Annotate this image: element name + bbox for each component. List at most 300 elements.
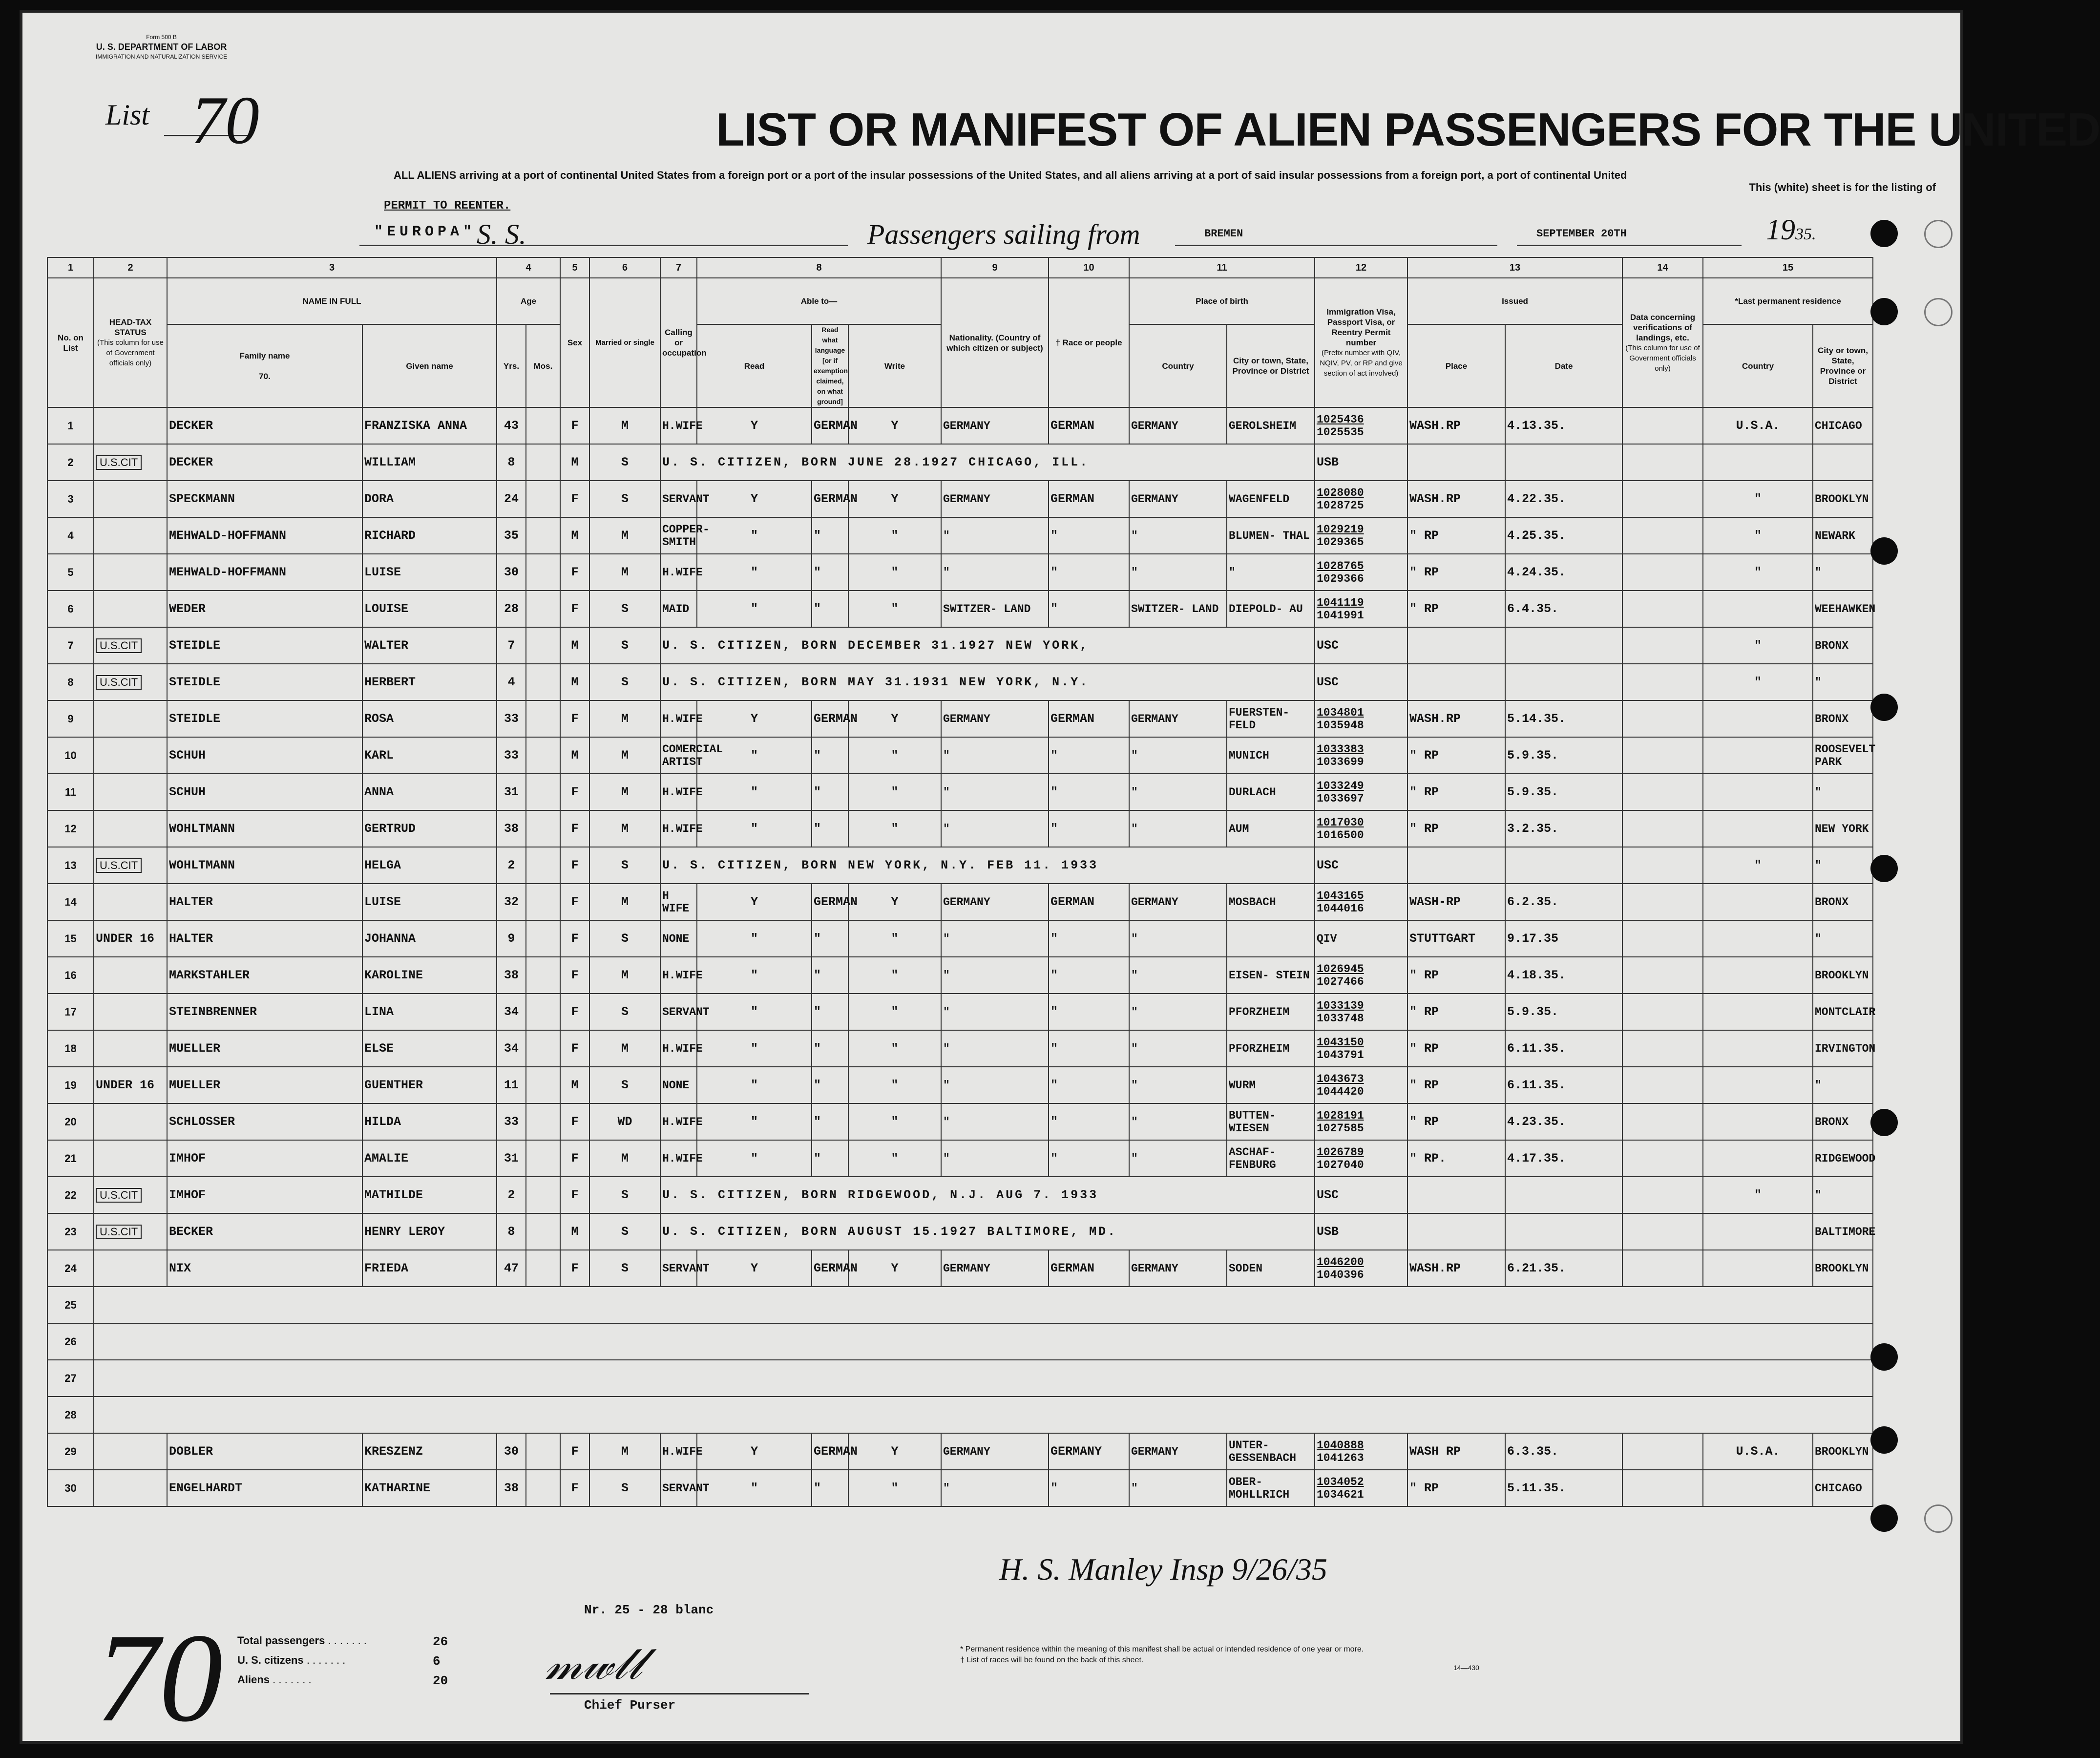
occupation-cell: H.WIFE [660, 1030, 697, 1067]
visa-number-secondary: 1027585 [1317, 1122, 1364, 1135]
family-name-cell: WOHLTMANN [167, 847, 362, 884]
citizenship-cert-cell: USB [1315, 1213, 1407, 1250]
col-number-8: 8 [697, 257, 941, 278]
us-citizen-stamp: U.S.CIT [96, 1225, 142, 1239]
birth-country-cell: GERMANY [1129, 884, 1227, 920]
write-cell: Y [848, 481, 941, 517]
marital-cell: S [589, 847, 660, 884]
table-row [47, 847, 1873, 884]
marital-cell: S [589, 444, 660, 481]
table-row [47, 407, 1873, 444]
residence-country-cell [1703, 444, 1813, 481]
service-name: IMMIGRATION AND NATURALIZATION SERVICE [96, 53, 228, 60]
residence-country-cell [1703, 774, 1813, 810]
citizenship-note-cell [660, 1177, 1315, 1213]
verification-cell [1622, 1030, 1703, 1067]
visa-number-secondary: QIV [1317, 932, 1337, 945]
read-language-cell: GERMAN [812, 884, 848, 920]
residence-country-cell [1703, 1250, 1813, 1287]
residence-city-cell: " [1813, 664, 1873, 700]
age-years-cell: 31 [497, 1140, 526, 1177]
age-years-cell: 38 [497, 810, 526, 847]
nationality-cell: " [941, 517, 1049, 554]
visa-number-primary: 1026789 [1317, 1145, 1364, 1159]
age-years-cell: 11 [497, 1067, 526, 1103]
birth-country-cell: " [1129, 554, 1227, 591]
age-months-cell [526, 1470, 560, 1506]
write-cell: " [848, 1140, 941, 1177]
age-months-cell [526, 847, 560, 884]
occupation-cell: H.WIFE [660, 810, 697, 847]
race-cell: " [1049, 517, 1129, 554]
given-name-cell: WILLIAM [362, 444, 497, 481]
marital-cell: S [589, 664, 660, 700]
visa-number-secondary: 1044420 [1317, 1085, 1364, 1098]
page-subtitle: ALL ALIENS arriving at a port of continental United States from a foreign port or a port of the insular possessions of the United States, and all aliens arriving at a port of said insular possessions from a foreign port, a port of continental United [394, 169, 1627, 181]
age-years-cell: 33 [497, 700, 526, 737]
residence-country-cell [1703, 994, 1813, 1030]
residence-country-cell [1703, 884, 1813, 920]
visa-number-primary: 1043165 [1317, 889, 1364, 902]
header-head-tax [94, 278, 167, 407]
occupation-cell: SERVANT [660, 1470, 697, 1506]
issued-place-cell: " RP [1407, 517, 1505, 554]
residence-country-cell [1703, 810, 1813, 847]
verification-cell [1622, 847, 1703, 884]
birth-country-cell: GERMANY [1129, 1433, 1227, 1470]
citizenship-cert-cell: USC [1315, 1177, 1407, 1213]
issued-date-cell: 6.21.35. [1505, 1250, 1622, 1287]
occupation-cell: SERVANT [660, 481, 697, 517]
issued-place-cell [1407, 444, 1505, 481]
nationality-cell: " [941, 1067, 1049, 1103]
age-years-cell: 24 [497, 481, 526, 517]
header-place-of-birth: Place of birth [1129, 278, 1315, 324]
visa-number-secondary: 1041263 [1317, 1451, 1364, 1464]
row-number-cell: 17 [47, 994, 94, 1030]
visa-cell [1315, 1433, 1407, 1470]
purser-line [550, 1693, 809, 1694]
issued-place-cell: " RP [1407, 1103, 1505, 1140]
row-number-cell: 23 [47, 1213, 94, 1250]
age-years-cell: 31 [497, 774, 526, 810]
visa-number-primary: 1034052 [1317, 1475, 1364, 1488]
ship-underline [359, 245, 848, 246]
head-tax-cell: UNDER 16 [94, 920, 167, 957]
nationality-cell: GERMANY [941, 700, 1049, 737]
verification-cell [1622, 407, 1703, 444]
total-passengers-label: Total passengers . . . [237, 1634, 367, 1647]
read-language-cell: " [812, 957, 848, 994]
verification-cell [1622, 700, 1703, 737]
issued-place-cell: " RP [1407, 810, 1505, 847]
given-name-cell: ANNA [362, 774, 497, 810]
marital-cell: M [589, 1433, 660, 1470]
visa-number-secondary: 1027040 [1317, 1158, 1364, 1171]
header-issued: Issued [1407, 278, 1622, 324]
given-name-cell: LOUISE [362, 591, 497, 627]
head-tax-cell [94, 1250, 167, 1287]
race-cell: " [1049, 1067, 1129, 1103]
head-tax-cell [94, 591, 167, 627]
header-no-on-list: No. on List [47, 278, 94, 407]
residence-country-cell [1703, 1470, 1813, 1506]
race-cell: " [1049, 1470, 1129, 1506]
family-name-cell: DOBLER [167, 1433, 362, 1470]
issued-place-cell: WASH RP [1407, 1433, 1505, 1470]
visa-number-primary: 1041119 [1317, 596, 1364, 609]
age-years-cell: 32 [497, 884, 526, 920]
header-read-language: Read what language [or if exemption claimed, on what ground] [812, 324, 848, 407]
binder-hole [1870, 1426, 1898, 1454]
issued-date-cell [1505, 664, 1622, 700]
form-number: Form 500 B [146, 34, 177, 41]
department-name: U. S. DEPARTMENT OF LABOR [96, 42, 227, 52]
nationality-cell: " [941, 774, 1049, 810]
header-race: † Race or people [1049, 278, 1129, 407]
write-cell: " [848, 920, 941, 957]
list-label: List [105, 99, 150, 131]
issued-date-cell: 9.17.35 [1505, 920, 1622, 957]
age-months-cell [526, 1433, 560, 1470]
residence-city-cell: RIDGEWOOD [1813, 1140, 1873, 1177]
sex-cell: F [560, 1103, 589, 1140]
residence-city-cell: IRVINGTON [1813, 1030, 1873, 1067]
us-citizen-stamp: U.S.CIT [96, 455, 142, 470]
list-number: 70 [191, 83, 259, 158]
departure-port: BREMEN [1204, 228, 1243, 240]
visa-cell [1315, 1470, 1407, 1506]
head-tax-cell: UNDER 16 [94, 1067, 167, 1103]
visa-cell [1315, 591, 1407, 627]
table-row [47, 1177, 1873, 1213]
row-number-cell: 7 [47, 627, 94, 664]
visa-number-secondary: 1016500 [1317, 828, 1364, 842]
date-underline [1517, 245, 1742, 246]
birth-city-cell [1227, 920, 1315, 957]
visa-cell [1315, 810, 1407, 847]
sex-cell: M [560, 627, 589, 664]
verification-cell [1622, 1103, 1703, 1140]
us-citizens-label: U. S. citizens . . . [237, 1654, 345, 1666]
marital-cell: M [589, 737, 660, 774]
write-cell: " [848, 554, 941, 591]
marital-cell: M [589, 1140, 660, 1177]
age-years-cell: 35 [497, 517, 526, 554]
verification-cell [1622, 1250, 1703, 1287]
residence-country-cell: " [1703, 481, 1813, 517]
race-cell: " [1049, 737, 1129, 774]
binder-hole [1870, 220, 1898, 247]
footnotes [960, 1644, 1364, 1666]
write-cell: Y [848, 1433, 941, 1470]
ship-name: "EUROPA" [374, 224, 476, 240]
inspector-signature: H. S. Manley Insp 9/26/35 [999, 1552, 1327, 1587]
verification-cell [1622, 591, 1703, 627]
issued-place-cell: " RP [1407, 554, 1505, 591]
marital-cell: M [589, 884, 660, 920]
birth-country-cell: GERMANY [1129, 407, 1227, 444]
table-row [47, 920, 1873, 957]
header-issued-date: Date [1505, 324, 1622, 407]
header-birth-city: City or town, State, Province or District [1227, 324, 1315, 407]
binder-hole [1870, 1343, 1898, 1371]
issued-place-cell: " RP [1407, 774, 1505, 810]
age-years-cell: 8 [497, 444, 526, 481]
birth-country-cell: " [1129, 1103, 1227, 1140]
marital-cell: S [589, 1250, 660, 1287]
form-header-block [96, 32, 227, 62]
sex-cell: M [560, 737, 589, 774]
given-name-cell: HILDA [362, 1103, 497, 1140]
age-years-cell: 28 [497, 591, 526, 627]
sex-cell: F [560, 481, 589, 517]
visa-cell [1315, 994, 1407, 1030]
race-cell: " [1049, 920, 1129, 957]
header-mos: Mos. [526, 324, 560, 407]
visa-cell [1315, 1030, 1407, 1067]
visa-cell [1315, 700, 1407, 737]
visa-number-primary: 1028765 [1317, 559, 1364, 572]
verification-cell [1622, 554, 1703, 591]
residence-city-cell: ROOSEVELT PARK [1813, 737, 1873, 774]
read-language-cell: " [812, 554, 848, 591]
port-underline [1175, 245, 1497, 246]
binder-hole [1870, 1504, 1898, 1532]
race-cell: " [1049, 554, 1129, 591]
age-months-cell [526, 1250, 560, 1287]
visa-number-secondary: 1025535 [1317, 425, 1364, 439]
birth-city-cell: AUM [1227, 810, 1315, 847]
family-name-cell: STEIDLE [167, 627, 362, 664]
issued-place-cell [1407, 1177, 1505, 1213]
issued-date-cell: 4.18.35. [1505, 957, 1622, 994]
row-number-cell: 30 [47, 1470, 94, 1506]
birth-city-cell: SODEN [1227, 1250, 1315, 1287]
family-name-cell: NIX [167, 1250, 362, 1287]
read-language-cell: " [812, 737, 848, 774]
age-years-cell: 33 [497, 1103, 526, 1140]
table-row [47, 957, 1873, 994]
family-name-cell: SCHLOSSER [167, 1103, 362, 1140]
visa-number-primary: 1033249 [1317, 779, 1364, 792]
given-name-cell: AMALIE [362, 1140, 497, 1177]
col-number-12: 12 [1315, 257, 1407, 278]
issued-date-cell: 6.11.35. [1505, 1030, 1622, 1067]
marital-cell: WD [589, 1103, 660, 1140]
row-number-cell: 22 [47, 1177, 94, 1213]
issued-date-cell: 5.9.35. [1505, 774, 1622, 810]
occupation-cell: SERVANT [660, 1250, 697, 1287]
us-citizen-stamp: U.S.CIT [96, 1188, 142, 1203]
visa-number-secondary: 1041991 [1317, 609, 1364, 622]
age-years-cell: 2 [497, 1177, 526, 1213]
visa-number-primary: 1026945 [1317, 962, 1364, 975]
header-issued-place: Place [1407, 324, 1505, 407]
birth-country-cell: " [1129, 737, 1227, 774]
visa-cell [1315, 1067, 1407, 1103]
family-name-cell: SPECKMANN [167, 481, 362, 517]
birth-city-cell: MUNICH [1227, 737, 1315, 774]
verification-cell [1622, 1470, 1703, 1506]
row-number-cell: 8 [47, 664, 94, 700]
read-language-cell: " [812, 994, 848, 1030]
write-cell: " [848, 810, 941, 847]
head-tax-cell [94, 847, 167, 884]
nationality-cell: GERMANY [941, 884, 1049, 920]
age-years-cell: 33 [497, 737, 526, 774]
family-name-list-no: 70. [259, 371, 271, 381]
issued-date-cell [1505, 627, 1622, 664]
given-name-cell: MATHILDE [362, 1177, 497, 1213]
issued-date-cell [1505, 1177, 1622, 1213]
birth-city-cell: " [1227, 554, 1315, 591]
blank-row-cell [94, 1360, 1873, 1397]
visa-number-secondary: 1034621 [1317, 1488, 1364, 1501]
verification-cell [1622, 737, 1703, 774]
sex-cell: M [560, 444, 589, 481]
write-cell: " [848, 591, 941, 627]
issued-place-cell: WASH.RP [1407, 481, 1505, 517]
head-tax-cell [94, 957, 167, 994]
sailing-label: Passengers sailing from [867, 218, 1140, 250]
head-tax-cell [94, 481, 167, 517]
col-number-9: 9 [941, 257, 1049, 278]
residence-city-cell: " [1813, 554, 1873, 591]
citizenship-note-cell [660, 444, 1315, 481]
header-able-to: Able to— [697, 278, 941, 324]
family-name-cell: STEIDLE [167, 700, 362, 737]
age-years-cell: 38 [497, 957, 526, 994]
col-number-15: 15 [1703, 257, 1873, 278]
residence-country-cell [1703, 920, 1813, 957]
total-passengers-row [237, 1634, 550, 1654]
row-number-cell: 24 [47, 1250, 94, 1287]
sex-cell: F [560, 1470, 589, 1506]
birth-city-cell: UNTER- GESSENBACH [1227, 1433, 1315, 1470]
family-name-cell: HALTER [167, 920, 362, 957]
purser-signature: 𝓂𝓌𝓁𝓁 [545, 1640, 642, 1689]
write-cell: Y [848, 700, 941, 737]
write-cell: " [848, 994, 941, 1030]
issued-date-cell: 4.24.35. [1505, 554, 1622, 591]
page-title: LIST OR MANIFEST OF ALIEN PASSENGERS FOR THE UNITED [716, 104, 2100, 156]
head-tax-cell [94, 1140, 167, 1177]
binder-ring [1924, 1504, 1953, 1533]
given-name-cell: KAROLINE [362, 957, 497, 994]
row-number-cell: 14 [47, 884, 94, 920]
occupation-cell: H WIFE [660, 884, 697, 920]
sex-cell: F [560, 847, 589, 884]
read-cell: " [697, 774, 812, 810]
read-cell: " [697, 1470, 812, 1506]
family-name-cell: SCHUH [167, 737, 362, 774]
head-tax-cell [94, 700, 167, 737]
read-language-cell: " [812, 920, 848, 957]
issued-place-cell [1407, 1213, 1505, 1250]
header-data-concerning [1622, 278, 1703, 407]
visa-number-secondary: 1040396 [1317, 1268, 1364, 1281]
col-number-11: 11 [1129, 257, 1315, 278]
row-number-cell: 25 [47, 1287, 94, 1323]
marital-cell: S [589, 1470, 660, 1506]
residence-country-cell [1703, 700, 1813, 737]
header-visa [1315, 278, 1407, 407]
row-number-cell: 13 [47, 847, 94, 884]
col-number-3: 3 [167, 257, 497, 278]
birth-city-cell: EISEN- STEIN [1227, 957, 1315, 994]
issued-date-cell: 3.2.35. [1505, 810, 1622, 847]
given-name-cell: FRIEDA [362, 1250, 497, 1287]
issued-date-cell [1505, 847, 1622, 884]
totals-block [237, 1634, 550, 1693]
visa-cell [1315, 1103, 1407, 1140]
sex-cell: F [560, 700, 589, 737]
birth-city-cell: GEROLSHEIM [1227, 407, 1315, 444]
sex-cell: F [560, 774, 589, 810]
family-name-cell: SCHUH [167, 774, 362, 810]
residence-country-cell [1703, 957, 1813, 994]
visa-number-primary: 1029219 [1317, 523, 1364, 536]
verification-cell [1622, 920, 1703, 957]
col-number-2: 2 [94, 257, 167, 278]
occupation-cell: H.WIFE [660, 1433, 697, 1470]
family-name-cell: IMHOF [167, 1177, 362, 1213]
verification-cell [1622, 994, 1703, 1030]
write-cell: " [848, 1030, 941, 1067]
birth-city-cell: PFORZHEIM [1227, 994, 1315, 1030]
race-cell: GERMAN [1049, 1250, 1129, 1287]
age-years-cell: 47 [497, 1250, 526, 1287]
verification-cell [1622, 627, 1703, 664]
head-tax-cell [94, 1213, 167, 1250]
residence-country-cell [1703, 1067, 1813, 1103]
birth-country-cell: " [1129, 517, 1227, 554]
header-yrs: Yrs. [497, 324, 526, 407]
visa-number-primary: 1033139 [1317, 999, 1364, 1012]
header-name-in-full: NAME IN FULL [167, 278, 497, 324]
age-years-cell: 4 [497, 664, 526, 700]
read-language-cell: " [812, 1140, 848, 1177]
table-row [47, 1103, 1873, 1140]
verification-cell [1622, 517, 1703, 554]
issued-date-cell: 6.4.35. [1505, 591, 1622, 627]
residence-city-cell: CHICAGO [1813, 1470, 1873, 1506]
sex-cell: F [560, 554, 589, 591]
residence-city-cell: MONTCLAIR [1813, 994, 1873, 1030]
row-number-cell: 11 [47, 774, 94, 810]
birth-country-cell: GERMANY [1129, 700, 1227, 737]
head-tax-cell [94, 810, 167, 847]
residence-city-cell: BRONX [1813, 627, 1873, 664]
row-number-cell: 27 [47, 1360, 94, 1397]
issued-place-cell: " RP [1407, 994, 1505, 1030]
read-cell: " [697, 1103, 812, 1140]
marital-cell: M [589, 957, 660, 994]
issued-date-cell: 4.23.35. [1505, 1103, 1622, 1140]
sailing-date: SEPTEMBER 20TH [1536, 228, 1627, 240]
table-row [47, 591, 1873, 627]
sex-cell: F [560, 920, 589, 957]
head-tax-cell [94, 407, 167, 444]
given-name-cell: ELSE [362, 1030, 497, 1067]
header-read: Read [697, 324, 812, 407]
col-number-1: 1 [47, 257, 94, 278]
verification-cell [1622, 1140, 1703, 1177]
race-cell: " [1049, 1140, 1129, 1177]
visa-number-primary: 1028080 [1317, 486, 1364, 499]
family-name-cell: HALTER [167, 884, 362, 920]
